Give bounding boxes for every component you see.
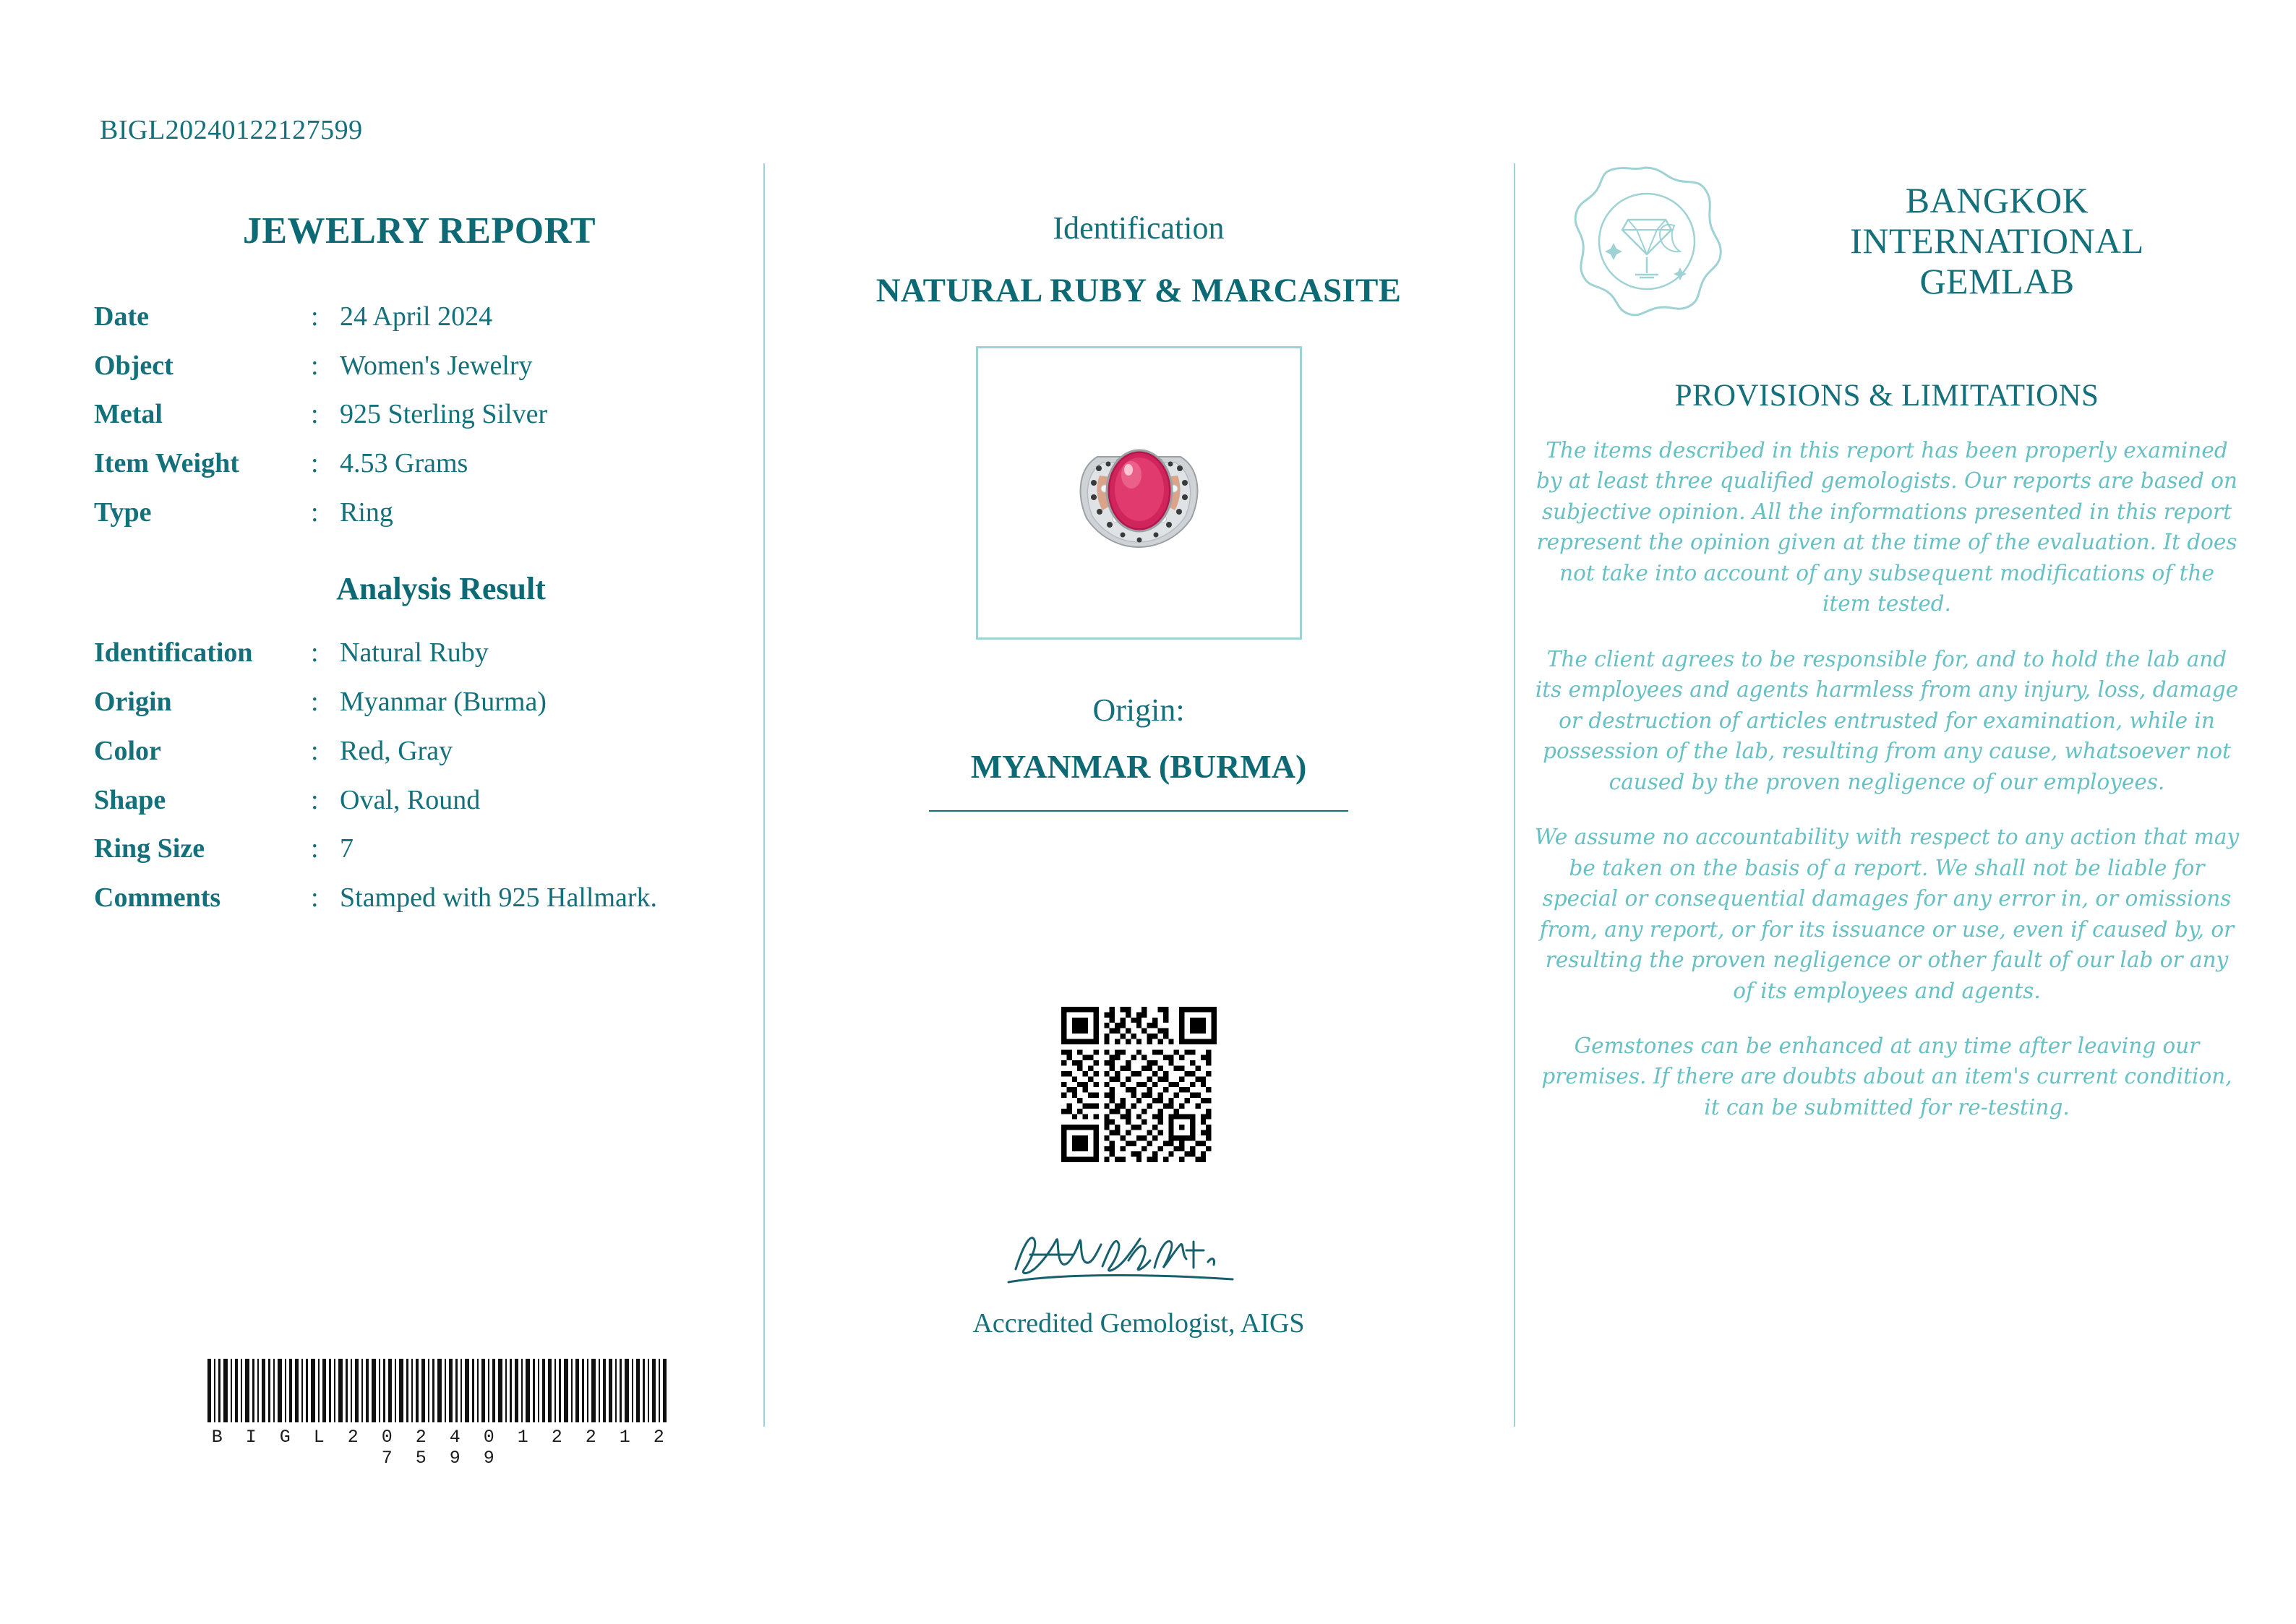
field-label: Color bbox=[94, 735, 161, 766]
qr-code-block[interactable] bbox=[774, 1007, 1504, 1162]
field-label: Object bbox=[94, 350, 174, 381]
provisions-paragraph: We assume no accountability with respect to any action that may be taken on the basis of a report. We shall not be liable for special or consequential damages for any error in, or omissions from, any report, or for its issuance or use, even if caused by, or resulting the proven negligence or other fault of our lab or any of its employees and agents. bbox=[1534, 825, 2240, 1003]
identification-value: NATURAL RUBY & MARCASITE bbox=[875, 272, 1402, 309]
field-colon: : bbox=[311, 637, 319, 669]
item-details-table bbox=[94, 293, 745, 537]
table-row bbox=[94, 874, 745, 923]
gem-photo-frame bbox=[976, 346, 1302, 640]
origin-underline bbox=[929, 810, 1348, 812]
field-label: Comments bbox=[94, 882, 221, 913]
field-colon: : bbox=[311, 497, 319, 528]
field-value: Myanmar (Burma) bbox=[340, 687, 547, 718]
field-colon: : bbox=[311, 882, 319, 913]
vertical-divider-right bbox=[1514, 163, 1515, 1427]
field-colon: : bbox=[311, 448, 319, 479]
field-label: Date bbox=[94, 301, 149, 332]
field-value: Women's Jewelry bbox=[340, 350, 533, 381]
brand-title bbox=[1746, 180, 2248, 301]
table-row bbox=[94, 629, 745, 678]
field-value: Natural Ruby bbox=[340, 637, 489, 669]
vertical-divider-left bbox=[763, 163, 765, 1427]
field-label: Metal bbox=[94, 399, 163, 430]
field-value: 4.53 Grams bbox=[340, 448, 468, 479]
table-row bbox=[94, 727, 745, 776]
provisions-paragraph: The items described in this report has been properly examined by at least three qualified gemologists. Our reports are based on subjective opinion. All the informations presented in this report represent the opinion given at the time of the evaluation. It does not take into account of any subsequent modifications of the item tested. bbox=[1535, 438, 2237, 616]
field-value: Stamped with 925 Hallmark. bbox=[340, 882, 658, 913]
field-colon: : bbox=[311, 833, 319, 864]
table-row bbox=[94, 825, 745, 874]
field-value: Ring bbox=[340, 497, 393, 528]
provisions-paragraph: Gemstones can be enhanced at any time after leaving our premises. If there are doubts about an item's current condition, it can be submitted for re-testing. bbox=[1541, 1033, 2232, 1120]
field-value: 7 bbox=[340, 833, 354, 864]
provisions-paragraph: The client agrees to be responsible for, and to hold the lab and its employees and agents harmless from any injury, loss, damage or destruction of articles entrusted for examination, while in possession of the lab, resulting from any cause, whatsoever not caused by the proven negligence of our employees. bbox=[1535, 646, 2239, 794]
report-number: BIGL20240122127599 bbox=[100, 115, 363, 145]
field-value: Oval, Round bbox=[340, 784, 481, 815]
brand-line-2: INTERNATIONAL bbox=[1850, 220, 2144, 261]
barcode-image bbox=[206, 1359, 669, 1422]
field-value: 24 April 2024 bbox=[340, 301, 493, 332]
ring-photo bbox=[978, 348, 1300, 637]
field-colon: : bbox=[311, 784, 319, 815]
table-row bbox=[94, 678, 745, 727]
left-column bbox=[94, 210, 745, 923]
middle-column bbox=[774, 210, 1504, 1339]
gemlab-logo-icon bbox=[1564, 159, 1727, 322]
field-colon: : bbox=[311, 399, 319, 430]
table-row bbox=[94, 489, 745, 538]
brand-header bbox=[1525, 159, 2248, 322]
signature-block bbox=[774, 1213, 1504, 1339]
field-colon: : bbox=[311, 735, 319, 766]
barcode-caption: B I G L 2 0 2 4 0 1 2 2 1 2 7 5 9 9 bbox=[211, 1427, 671, 1469]
field-value: Red, Gray bbox=[340, 735, 453, 766]
provisions-title: PROVISIONS & LIMITATIONS bbox=[1674, 379, 2099, 413]
field-label: Origin bbox=[94, 687, 172, 718]
table-row bbox=[94, 293, 745, 342]
field-label: Type bbox=[94, 497, 152, 528]
field-label: Identification bbox=[94, 637, 253, 669]
field-colon: : bbox=[311, 687, 319, 718]
analysis-result-title: Analysis Result bbox=[336, 571, 546, 607]
right-column bbox=[1525, 159, 2248, 1147]
signature-caption: Accredited Gemologist, AIGS bbox=[972, 1308, 1305, 1339]
table-row bbox=[94, 342, 745, 391]
analysis-result-table bbox=[94, 629, 745, 922]
origin-value: MYANMAR (BURMA) bbox=[970, 748, 1307, 785]
field-value: 925 Sterling Silver bbox=[340, 399, 548, 430]
field-colon: : bbox=[311, 301, 319, 332]
table-row bbox=[94, 390, 745, 439]
signature-image bbox=[987, 1213, 1290, 1299]
barcode-block bbox=[206, 1359, 676, 1469]
field-label: Ring Size bbox=[94, 833, 205, 864]
qr-code-icon[interactable] bbox=[1061, 1007, 1217, 1162]
field-label: Shape bbox=[94, 784, 166, 815]
field-colon: : bbox=[311, 350, 319, 381]
table-row bbox=[94, 776, 745, 825]
field-label: Item Weight bbox=[94, 448, 239, 479]
page-title: JEWELRY REPORT bbox=[242, 210, 596, 252]
brand-line-3: GEMLAB bbox=[1919, 260, 2075, 301]
identification-label: Identification bbox=[1053, 210, 1225, 246]
origin-label: Origin: bbox=[1092, 692, 1185, 728]
table-row bbox=[94, 439, 745, 489]
brand-line-1: BANGKOK bbox=[1905, 179, 2089, 220]
